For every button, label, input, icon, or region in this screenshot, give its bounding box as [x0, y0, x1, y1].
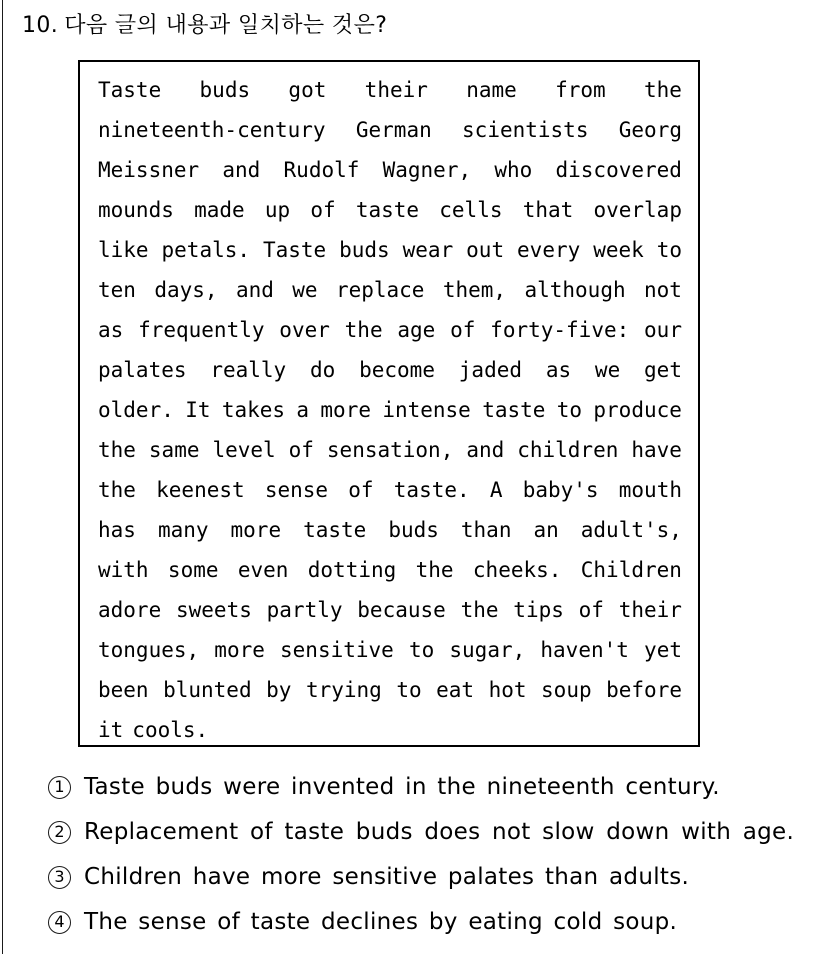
passage-word: over: [279, 318, 330, 342]
passage-word: ten: [98, 278, 136, 302]
passage-word: name: [466, 78, 517, 102]
passage-word: them,: [442, 278, 507, 302]
passage-word: same: [148, 438, 200, 462]
passage-word: Taste: [262, 238, 327, 262]
passage-word: many: [157, 518, 209, 542]
question-header: [22, 11, 387, 41]
passage-word: get: [644, 358, 682, 382]
passage-word: overlap: [593, 198, 682, 222]
choice-number-icon: 2: [48, 821, 71, 844]
passage-word: buds: [339, 238, 390, 262]
passage-word: and: [235, 278, 274, 302]
passage-word: trying: [305, 678, 382, 702]
passage-word: taste: [355, 198, 420, 222]
passage-word: more: [214, 638, 265, 662]
passage-word: dotting: [307, 558, 397, 582]
passage-word: the: [460, 598, 499, 622]
choice-text: Taste buds were invented in the nineteenth century.: [84, 774, 720, 800]
passage-word: made: [194, 198, 245, 222]
choice-number-icon: 3: [48, 866, 71, 889]
passage-word: the: [344, 318, 383, 342]
passage-word: has: [98, 518, 136, 542]
passage-word: of: [578, 598, 604, 622]
passage-word: frequently: [138, 318, 265, 342]
passage-word: taste: [482, 398, 546, 422]
passage-line: [98, 150, 682, 190]
passage-word: it: [98, 718, 124, 742]
passage-word: from: [555, 78, 606, 102]
passage-word: yet: [644, 638, 682, 662]
passage-word: mouth: [618, 478, 682, 502]
passage-word: of: [288, 438, 314, 462]
passage-word: intense: [382, 398, 471, 422]
passage-word: like: [98, 238, 149, 262]
passage-word: eat: [436, 678, 475, 702]
passage-box: [78, 60, 700, 747]
passage-word: sugar,: [449, 638, 526, 662]
passage-word: children: [517, 438, 619, 462]
passage-word: Taste: [98, 78, 162, 102]
passage-word: before: [606, 678, 682, 702]
passage-word: do: [310, 358, 336, 382]
passage-word: blunted: [163, 678, 252, 702]
passage-word: a: [296, 398, 310, 422]
passage-word: and: [222, 158, 261, 182]
choice-number-icon: 1: [48, 776, 71, 799]
passage-line: [98, 510, 682, 550]
passage-word: week: [593, 238, 644, 262]
passage-word: than: [460, 518, 512, 542]
passage-word: cools.: [132, 718, 209, 742]
passage-line: [98, 270, 682, 310]
passage-line: [98, 70, 682, 110]
passage-word: taste.: [393, 478, 470, 502]
choice-text: Replacement of taste buds does not slow down with age.: [84, 819, 795, 845]
passage-word: because: [357, 598, 446, 622]
passage-word: forty-five:: [490, 318, 630, 342]
question-number: 10.: [22, 13, 59, 38]
passage-word: older.: [98, 398, 174, 422]
answer-choice[interactable]: [48, 768, 808, 807]
passage-word: every: [517, 238, 581, 262]
passage-word: scientists: [462, 118, 589, 142]
passage-word: we: [292, 278, 318, 302]
passage-word: partly: [266, 598, 343, 622]
passage-word: more: [320, 398, 371, 422]
passage-word: to: [396, 678, 422, 702]
passage-word: that: [522, 198, 574, 222]
passage-word: sense: [264, 478, 329, 502]
passage-word: adore: [98, 598, 162, 622]
passage-word: really: [210, 358, 287, 382]
passage-line: [98, 350, 682, 390]
passage-word: up: [264, 198, 291, 222]
choice-text: Children have more sensitive palates than adults.: [84, 864, 690, 890]
passage-word: adult's,: [580, 518, 682, 542]
passage-word: out: [466, 238, 505, 262]
passage-word: as: [98, 318, 124, 342]
passage-word: wear: [402, 238, 454, 262]
passage-word: of: [310, 198, 336, 222]
passage-word: mounds: [98, 198, 174, 222]
passage-text: [98, 70, 682, 750]
passage-word: Meissner: [98, 158, 200, 182]
passage-word: although: [524, 278, 626, 302]
passage-word: baby's: [522, 478, 599, 502]
passage-word: sensitive: [280, 638, 394, 662]
passage-line: [98, 470, 682, 510]
passage-word: of: [348, 478, 374, 502]
passage-word: our: [644, 318, 682, 342]
passage-word: the: [415, 558, 454, 582]
passage-word: even: [237, 558, 289, 582]
passage-word: tongues,: [98, 638, 200, 662]
passage-word: buds: [388, 518, 439, 542]
question-prompt: 다음 글의 내용과 일치하는 것은?: [64, 13, 388, 38]
passage-word: hot: [488, 678, 527, 702]
passage-word: palates: [98, 358, 187, 382]
passage-word: nineteenth-century: [98, 118, 326, 142]
answer-choice[interactable]: [48, 858, 808, 897]
passage-word: the: [98, 438, 136, 462]
passage-word: jaded: [458, 358, 522, 382]
answer-choice[interactable]: [48, 903, 808, 942]
passage-word: to: [656, 238, 682, 262]
answer-choice[interactable]: [48, 813, 808, 852]
passage-word: got: [288, 78, 327, 102]
passage-word: takes: [221, 398, 286, 422]
passage-word: an: [533, 518, 559, 542]
passage-word: Georg: [618, 118, 682, 142]
passage-word: with: [98, 558, 149, 582]
passage-word: Rudolf: [283, 158, 360, 182]
passage-word: not: [644, 278, 682, 302]
passage-word: A: [489, 478, 503, 502]
choice-text: The sense of taste declines by eating cold soup.: [84, 909, 678, 935]
passage-line: [98, 670, 682, 710]
passage-word: to: [556, 398, 583, 422]
passage-word: petals.: [161, 238, 251, 262]
passage-word: who: [494, 158, 533, 182]
passage-word: taste: [303, 518, 367, 542]
passage-word: German: [355, 118, 432, 142]
answer-choices: [48, 768, 808, 948]
passage-word: cheeks.: [472, 558, 562, 582]
passage-word: tips: [513, 598, 564, 622]
passage-word: soup: [541, 678, 592, 702]
passage-word: buds: [199, 78, 251, 102]
passage-word: It: [185, 398, 211, 422]
passage-word: days,: [154, 278, 218, 302]
passage-word: the: [98, 478, 136, 502]
passage-line: [98, 590, 682, 630]
passage-word: replace: [335, 278, 425, 302]
passage-line: [98, 430, 682, 470]
passage-word: been: [98, 678, 149, 702]
passage-word: sensation,: [326, 438, 454, 462]
passage-word: level: [212, 438, 276, 462]
passage-word: of: [450, 318, 476, 342]
passage-word: we: [594, 358, 621, 382]
page-edge-rule: [2, 0, 3, 954]
passage-line: [98, 390, 682, 430]
passage-word: some: [167, 558, 219, 582]
passage-word: as: [545, 358, 572, 382]
passage-word: and: [466, 438, 505, 462]
passage-word: discovered: [555, 158, 682, 182]
passage-word: to: [408, 638, 435, 662]
passage-word: become: [359, 358, 435, 382]
passage-word: Wagner,: [382, 158, 472, 182]
passage-word: age: [397, 318, 436, 342]
passage-word: the: [643, 78, 682, 102]
passage-word: Children: [580, 558, 682, 582]
passage-line: [98, 230, 682, 270]
passage-line: [98, 630, 682, 670]
passage-line: [98, 710, 682, 750]
passage-word: by: [266, 678, 292, 702]
passage-line: [98, 190, 682, 230]
choice-number-icon: 4: [48, 911, 71, 934]
passage-word: more: [230, 518, 282, 542]
passage-word: produce: [593, 398, 682, 422]
passage-word: haven't: [540, 638, 629, 662]
passage-word: their: [364, 78, 428, 102]
passage-word: keenest: [156, 478, 245, 502]
passage-word: sweets: [176, 598, 252, 622]
passage-line: [98, 550, 682, 590]
passage-word: cells: [439, 198, 503, 222]
passage-line: [98, 110, 682, 150]
passage-word: have: [631, 438, 682, 462]
passage-word: their: [618, 598, 682, 622]
passage-line: [98, 310, 682, 350]
